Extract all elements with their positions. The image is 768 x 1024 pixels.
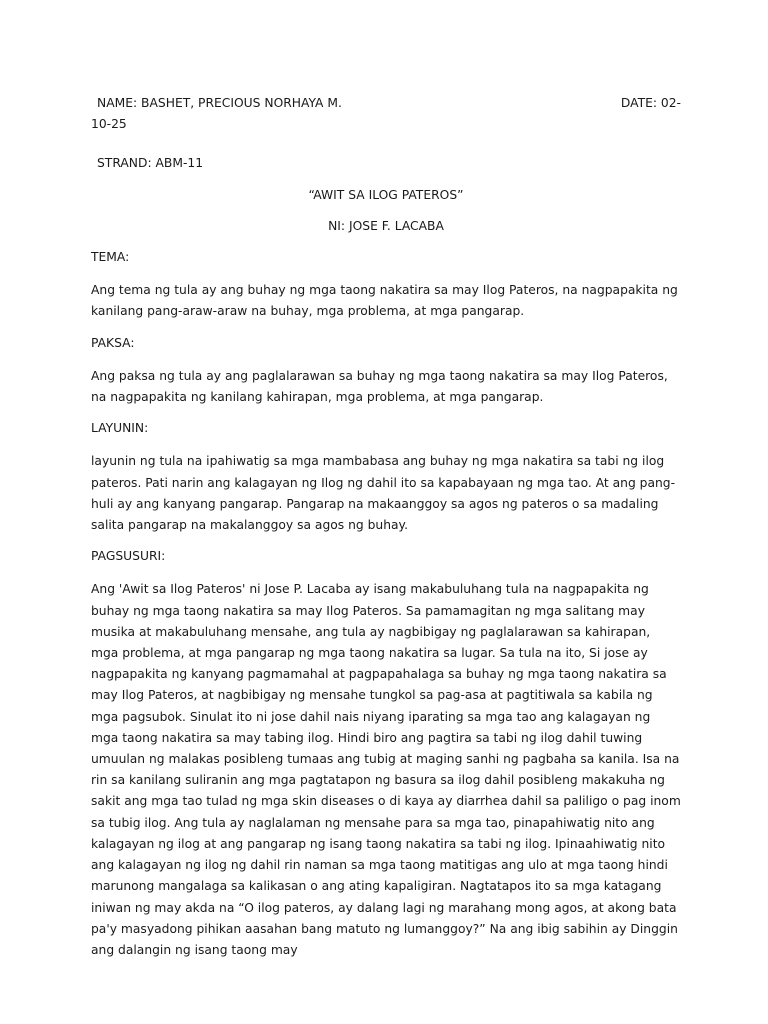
section-label-tema: TEMA: <box>91 250 130 265</box>
section-label-pagsusuri: PAGSUSURI: <box>91 549 166 564</box>
document-body <box>91 93 681 961</box>
date-end: 10-25 <box>91 117 127 132</box>
header-line <box>91 93 681 114</box>
document-title: “AWIT SA ILOG PATEROS” <box>308 187 464 202</box>
section-text-pagsusuri: Ang 'Awit sa Ilog Pateros' ni Jose P. Lacaba ay isang makabuluhang tula na nagpapakita ng buhay ng mga taong nakatira sa may Ilog Pateros. Sa pamamagitan ng mga salitang may musika at makabuluhang mensahe, ang tula ay nagbibigay ng paglalarawan sa kahirapan, mga problema, at mga pangarap ng mga taong nakatira sa lugar. Sa tula na ito, Si jose ay nagpapakita ng kanyang pagmamahal at pagpapahalaga sa buhay ng mga taong nakatira sa may Ilog Pateros, at nagbibigay ng mensahe tungkol sa pag-asa at pagtitiwala sa kabila ng mga pagsubok. Sinulat ito ni jose dahil nais niyang iparating sa mga tao ang kalagayan ng mga taong nakatira sa may tabing ilog. Hindi biro ang pagtira sa tabi ng ilog dahil tuwing umuulan ng malakas posibleng tumaas ang tubig at maging sanhi ng pagbaha sa kanila. Isa na rin sa kanilang suliranin ang mga pagtatapon ng basura sa ilog dahil posibleng makakuha ng sakit ang mga tao tulad ng mga skin diseases o di kaya ay diarrhea dahil sa paliligo o pag inom sa tubig ilog. Ang tula ay naglalaman ng mensahe para sa mga tao, pinapahiwatig nito ang kalagayan ng ilog at ang pangarap ng isang taong nakatira sa tabi ng ilog. Ipinaahiwatig nito ang kalagayan ng ilog ng dahil rin naman sa mga taong matitigas ang ulo at mga taong hindi marunong mangalaga sa kalikasan o ang ating kapaligiran. Nagtatapos ito sa mga katagang iniwan ng may akda na “O ilog pateros, ay dalang lagi ng marahang mong agos, at akong bata pa'y masyadong pihikan aasahan bang matuto ng lumanggoy?” Na ang ibig sabihin ay Dinggin ang dalangin ng isang taong may <box>91 582 681 957</box>
section-label-paksa: PAKSA: <box>91 335 135 350</box>
date-start: DATE: 02- <box>620 96 681 110</box>
section-label-layunin: LAYUNIN: <box>91 421 149 436</box>
strand: STRAND: ABM-11 <box>97 156 204 171</box>
section-text-layunin: layunin ng tula na ipahiwatig sa mga mambabasa ang buhay ng mga nakatira sa tabi ng ilog pateros. Pati narin ang kalagayan ng Ilog ng dahil ito sa kapabayaan ng mga tao. At ang pang-huli ay ang kanyang pangarap. Pangarap na makaanggoy sa agos ng pateros o sa madaling salita pangarap na makalanggoy sa agos ng buhay. <box>91 454 676 533</box>
document-author: NI: JOSE F. LACABA <box>328 218 444 233</box>
section-text-tema: Ang tema ng tula ay ang buhay ng mga taong nakatira sa may Ilog Pateros, na nagpapakita ng kanilang pang-araw-araw na buhay, mga problema, at mga pangarap. <box>91 283 678 319</box>
section-text-paksa: Ang paksa ng tula ay ang paglalarawan sa buhay ng mga taong nakatira sa may Ilog Pateros, na nagpapakita ng kanilang kahirapan, mga problema, at mga pangarap. <box>91 368 668 405</box>
student-name: NAME: BASHET, PRECIOUS NORHAYA M. <box>97 96 342 110</box>
